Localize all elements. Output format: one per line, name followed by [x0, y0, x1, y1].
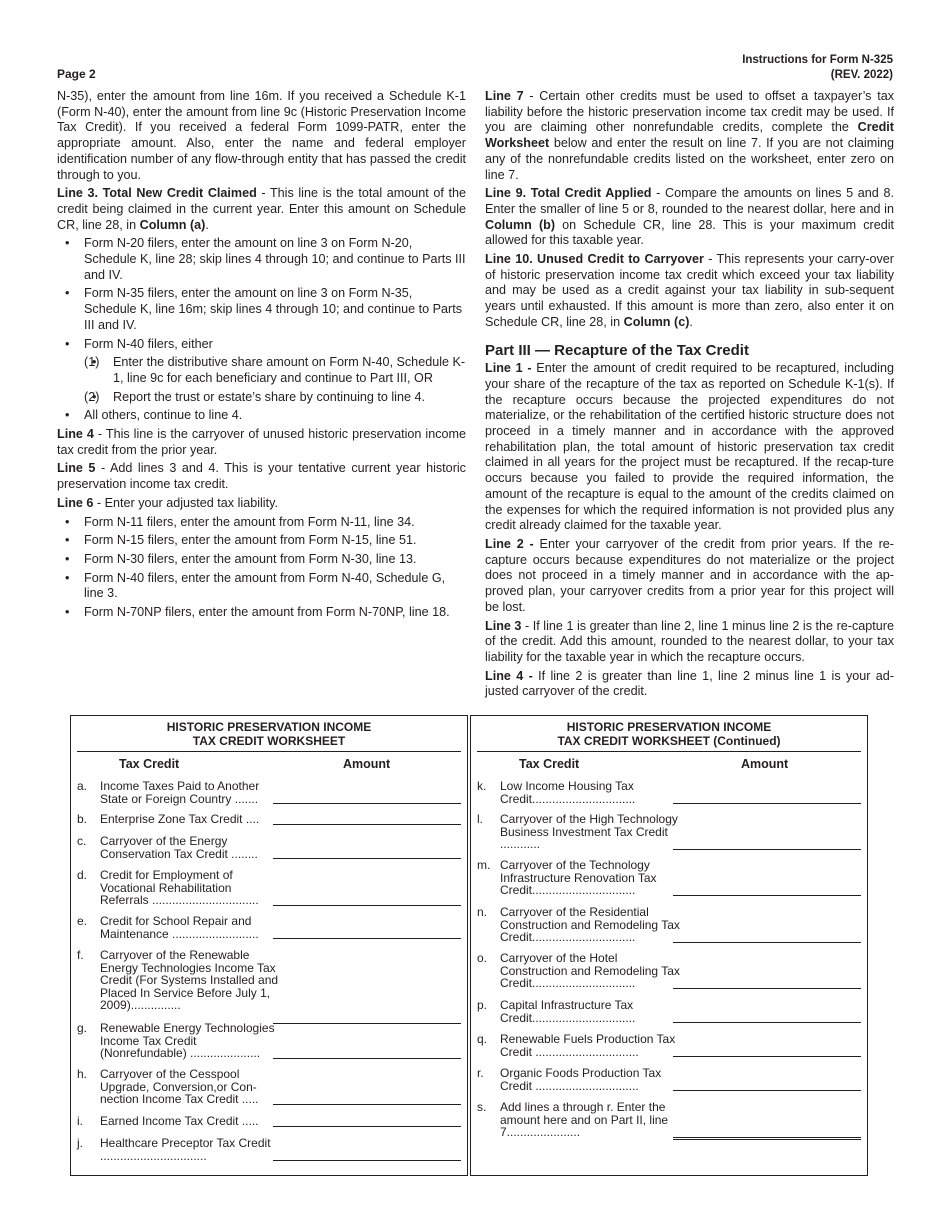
- amount-entry-line[interactable]: [273, 803, 461, 804]
- worksheet-row: [477, 999, 861, 1024]
- column-header-amount: Amount: [343, 757, 391, 771]
- row-label: Capital Infrastructure Tax Credit...............................: [500, 998, 636, 1025]
- left-column: [57, 89, 466, 624]
- worksheet-row: [77, 1068, 461, 1106]
- amount-entry-line[interactable]: [673, 849, 861, 850]
- worksheet-left: [70, 715, 468, 1176]
- row-letter: o.: [477, 951, 488, 965]
- line10-paragraph: Line 10. Unused Credit to Carryover - This represents your carry-over of historic preservation income tax credit which exceed your tax liability and may be used as a credit against your tax liability in sub-sequent years until exhausted. If this amount is more than zero, also enter it on Schedule CR, line 28, in Column (c).: [485, 252, 894, 329]
- line6-list: [57, 515, 466, 621]
- row-letter: f.: [77, 948, 84, 962]
- row-letter: n.: [477, 905, 488, 919]
- column-header-credit: Tax Credit: [119, 757, 180, 771]
- row-letter: i.: [77, 1114, 83, 1128]
- row-letter: j.: [77, 1136, 83, 1150]
- row-label: Healthcare Preceptor Tax Credit ................................: [100, 1136, 271, 1163]
- recapture-line4: Line 4 - If line 2 is greater than line 1, line 2 minus line 1 is your ad-justed carryover of the credit.: [485, 668, 894, 699]
- row-letter: c.: [77, 834, 87, 848]
- worksheet-row: [77, 915, 461, 940]
- list-item: • Form N-20 filers, enter the amount on line 3 on Form N-20, Schedule K, line 28; skip lines 4 through 10; and continue to Parts III and IV.: [57, 236, 466, 283]
- form-title: Instructions for Form N-325: [742, 54, 893, 66]
- row-letter: p.: [477, 998, 488, 1012]
- worksheet-row: [77, 835, 461, 860]
- numbered-item: • (2) Report the trust or estate’s share by continuing to line 4.: [84, 390, 466, 406]
- row-label: Renewable Fuels Production Tax Credit ...............................: [500, 1032, 676, 1059]
- worksheet-right: [470, 715, 868, 1176]
- list-item: • All others, continue to line 4.: [57, 408, 466, 424]
- amount-entry-line[interactable]: [673, 1056, 861, 1057]
- list-item: • Form N-40 filers, either • (1) Enter the distributive share amount on Form N-40, Schedule K-1, line 9c for each beneficiary and continue to Part III, OR • (2) Report the trust or estate’s share by continuing to line 4.: [57, 337, 466, 406]
- row-label: Carryover of the High Technology Business Investment Tax Credit ............: [500, 812, 678, 852]
- row-label: Carryover of the Energy Conservation Tax Credit ........: [100, 834, 258, 861]
- list-item: • Form N-11 filers, enter the amount from Form N-11, line 34.: [57, 515, 466, 531]
- worksheet-row: [477, 1033, 861, 1058]
- row-letter: q.: [477, 1032, 488, 1046]
- column-header-amount: Amount: [741, 757, 789, 771]
- list-item: • Form N-40 filers, enter the amount from Form N-40, Schedule G, line 3.: [57, 571, 466, 602]
- numbered-item: • (1) Enter the distributive share amount on Form N-40, Schedule K-1, line 9c for each beneficiary and continue to Part III, OR: [84, 355, 466, 386]
- amount-entry-line[interactable]: [273, 824, 461, 825]
- worksheet-row: [477, 859, 861, 897]
- worksheet-row: [477, 952, 861, 990]
- row-letter: k.: [477, 779, 487, 793]
- page-number: Page 2: [57, 67, 96, 81]
- row-label: Low Income Housing Tax Credit...............................: [500, 779, 636, 806]
- worksheet-row: [477, 1067, 861, 1092]
- amount-entry-line[interactable]: [273, 905, 461, 906]
- line6-paragraph: Line 6 - Enter your adjusted tax liability.: [57, 495, 278, 510]
- row-label: Carryover of the Cesspool Upgrade, Conversion,or Con-nection Income Tax Credit .....: [100, 1067, 259, 1107]
- column-header-credit: Tax Credit: [519, 757, 580, 771]
- row-label: Credit for Employment of Vocational Rehabilitation Referrals ................................: [100, 868, 259, 908]
- worksheet-row: [77, 949, 461, 1025]
- list-item: • Form N-35 filers, enter the amount on line 3 on Form N-35, Schedule K, line 16m; skip lines 4 through 10; and continue to Parts III and IV.: [57, 286, 466, 333]
- worksheet-title: HISTORIC PRESERVATION INCOME TAX CREDIT WORKSHEET: [77, 720, 461, 752]
- amount-entry-line[interactable]: [273, 1126, 461, 1127]
- row-letter: g.: [77, 1021, 88, 1035]
- amount-entry-line[interactable]: [673, 1022, 861, 1023]
- list-item: • Form N-15 filers, enter the amount from Form N-15, line 51.: [57, 533, 466, 549]
- worksheet-row: [77, 780, 461, 805]
- row-label: Carryover of the Hotel Construction and Remodeling Tax Credit...............................: [500, 951, 680, 991]
- row-letter: b.: [77, 812, 88, 826]
- amount-entry-line[interactable]: [673, 942, 861, 943]
- row-letter: m.: [477, 858, 491, 872]
- form-header: [742, 53, 893, 83]
- worksheet-row: [77, 1137, 461, 1162]
- amount-entry-line[interactable]: [673, 1090, 861, 1091]
- row-label: Organic Foods Production Tax Credit ...............................: [500, 1066, 662, 1093]
- worksheet-row: [77, 869, 461, 907]
- row-label: Add lines a through r. Enter the amount here and on Part II, line 7......................: [500, 1100, 669, 1140]
- row-label: Credit for School Repair and Maintenance ..........................: [100, 914, 259, 941]
- amount-entry-line[interactable]: [673, 895, 861, 896]
- row-label: Carryover of the Renewable Energy Technologies Income Tax Credit (For Systems Installed and Placed In Service Before July 1, 2009)...............: [100, 948, 279, 1013]
- amount-entry-line[interactable]: [273, 1160, 461, 1161]
- form-revision: (REV. 2022): [830, 69, 893, 81]
- row-letter: a.: [77, 779, 88, 793]
- row-label: Carryover of the Residential Construction and Remodeling Tax Credit...............................: [500, 905, 680, 945]
- recapture-line2: Line 2 - Enter your carryover of the credit from prior years. If the re-capture occurs because expenditures do not materialize or the project does not proceed in a timely manner and in accordance with the ap-proved plan, your carryover credits from a prior year for this project will be lost.: [485, 536, 895, 614]
- recapture-line1: Line 1 - Enter the amount of credit required to be recaptured, including your share of the recapture of the tax as reported on Schedule K-1(s). If the recapture occurs because the projected expenditures do not materialize, or the rehabilitation of the certified historic structure does not proceed in a timely manner and in accordance with the approved rehabilitation plan, the total amount of historic preservation tax credit claimed in all years for the project must be recaptured. If the recap-ture occurs because you failed to provide the required information, the amount of the recapture is equal to the amount of the credits claimed on the expenses for which the required information is not provided plus any credit already claimed for the taxable year.: [485, 361, 894, 533]
- worksheet-row: [477, 813, 861, 851]
- row-letter: l.: [477, 812, 483, 826]
- amount-entry-line[interactable]: [273, 1104, 461, 1105]
- paragraph: N-35), enter the amount from line 16m. If you received a Schedule K-1 (Form N-40), enter the amount from line 9c (Historic Preservation Income Tax Credit). If you received a federal Form 1099-PATR, enter the appropriate amount. Also, enter the name and federal employer identification number of any flow-through entity that has passed the credit through to you.: [57, 89, 466, 182]
- line4-paragraph: Line 4 - This line is the carryover of unused historic preservation income tax credit from the prior year.: [57, 427, 466, 457]
- row-label: Enterprise Zone Tax Credit ....: [100, 812, 260, 826]
- right-column: [485, 89, 894, 703]
- amount-entry-line[interactable]: [673, 803, 861, 804]
- list-item: • Form N-30 filers, enter the amount from Form N-30, line 13.: [57, 552, 466, 568]
- worksheet-row: [477, 1101, 861, 1139]
- line9-paragraph: Line 9. Total Credit Applied - Compare the amounts on lines 5 and 8. Enter the smaller of line 5 or 8, rounded to the nearest dollar, here and in Column (b) on Schedule CR, line 28. This is your maximum credit allowed for this taxable year.: [485, 186, 894, 248]
- row-letter: s.: [477, 1100, 487, 1114]
- worksheet-title: HISTORIC PRESERVATION INCOME TAX CREDIT WORKSHEET (Continued): [477, 720, 861, 752]
- worksheet-row: [477, 780, 861, 805]
- line5-paragraph: Line 5 - Add lines 3 and 4. This is your tentative current year historic preservation income tax credit.: [57, 461, 466, 492]
- row-letter: d.: [77, 868, 88, 882]
- line3-paragraph: Line 3. Total New Credit Claimed - This line is the total amount of the credit being claimed in the current year. Enter this amount on Schedule CR, line 28, in Column (a).: [57, 186, 466, 232]
- amount-entry-line[interactable]: [273, 1058, 461, 1059]
- list-item: • Form N-70NP filers, enter the amount from Form N-70NP, line 18.: [57, 605, 466, 621]
- row-label: Carryover of the Technology Infrastructure Renovation Tax Credit...............................: [500, 858, 657, 898]
- row-label: Income Taxes Paid to Another State or Foreign Country .......: [100, 779, 260, 806]
- worksheet-row: [477, 906, 861, 944]
- row-letter: r.: [477, 1066, 484, 1080]
- amount-entry-line[interactable]: [673, 988, 861, 989]
- worksheet-row: [77, 1022, 461, 1060]
- row-label: Renewable Energy Technologies Income Tax Credit (Nonrefundable) .....................: [100, 1021, 275, 1061]
- worksheet-row: [77, 1115, 461, 1128]
- amount-entry-line[interactable]: [273, 858, 461, 859]
- line7-paragraph: Line 7 - Certain other credits must be used to offset a taxpayer’s tax liability before the historic preservation income tax credit may be used. If you are claiming other nonrefundable credits, complete the Credit Worksheet below and enter the result on line 7. If you are not claiming any of the nonrefundable credits listed on the worksheet, enter zero on line 7.: [485, 89, 894, 182]
- line3-list: [57, 236, 466, 424]
- worksheet-row: [77, 813, 461, 826]
- recapture-line3: Line 3 - If line 1 is greater than line 2, line 1 minus line 2 is the re-capture of the credit. Add this amount, rounded to the nearest dollar, to your tax liability for the taxable year in which the recapture occurs.: [485, 618, 894, 664]
- row-letter: e.: [77, 914, 88, 928]
- amount-entry-line[interactable]: [273, 938, 461, 939]
- row-letter: h.: [77, 1067, 88, 1081]
- row-label: Earned Income Tax Credit .....: [100, 1114, 259, 1128]
- part3-heading: Part III — Recapture of the Tax Credit: [485, 341, 749, 359]
- amount-entry-line[interactable]: [673, 1137, 861, 1140]
